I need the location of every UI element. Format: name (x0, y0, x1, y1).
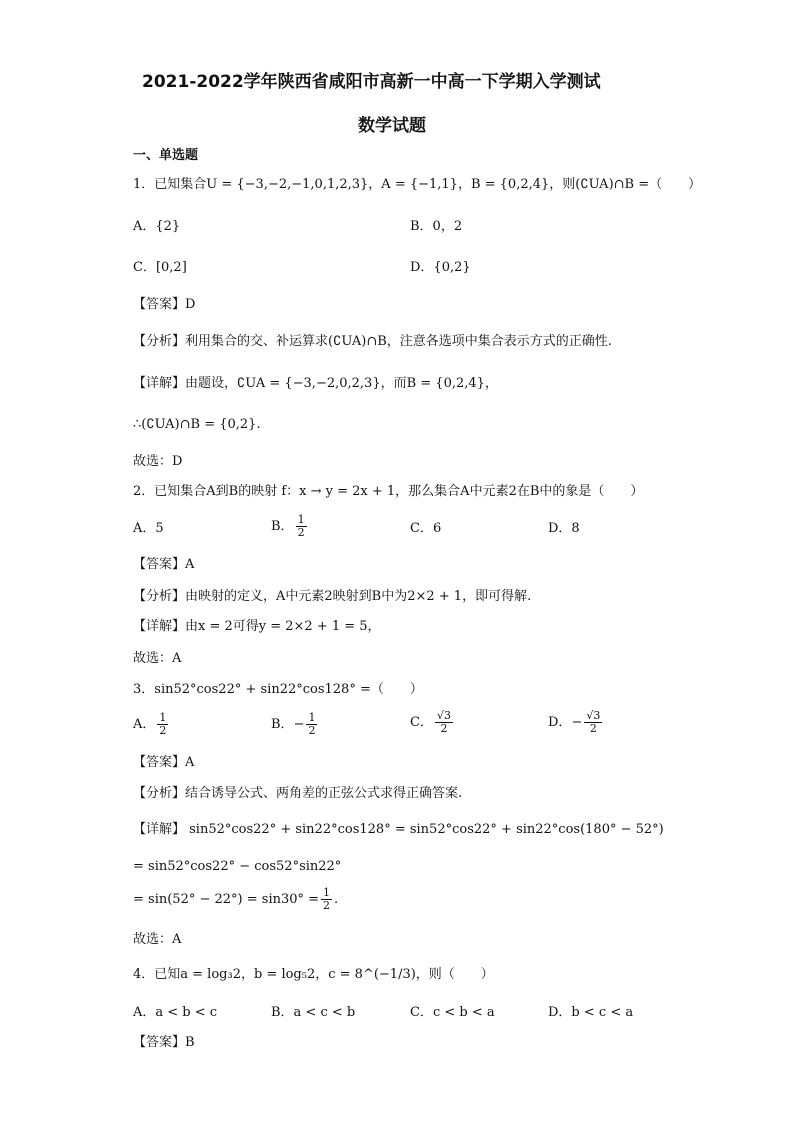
fraction-numerator: 1 (308, 711, 316, 724)
fraction-denominator: 2 (308, 724, 316, 738)
option-label: A． (133, 717, 156, 733)
question-3-analysis: 【分析】结合诱导公式、两角差的正弦公式求得正确答案. (133, 786, 463, 801)
question-4-option-d: D．b < c < a (548, 1005, 634, 1020)
option-sign: − (571, 715, 583, 731)
document-title: 2021-2022学年陕西省咸阳市高新一中高一下学期入学测试 (142, 72, 601, 92)
question-2-option-d: D．8 (548, 521, 580, 536)
fraction-numerator: √3 (586, 709, 601, 722)
question-4-option-a: A．a < b < c (133, 1005, 218, 1020)
question-1-analysis: 【分析】利用集合的交、补运算求(∁UA)∩B，注意各选项中集合表示方式的正确性. (133, 334, 612, 349)
question-1-detail: 【详解】由题设，∁UA = {−3,−2,0,2,3}，而B = {0,2,4}， (133, 376, 498, 391)
option-sign: − (293, 717, 305, 733)
question-2-choice: 故选：A (133, 651, 182, 666)
question-2-option-a: A．5 (133, 521, 164, 536)
question-1-answer: 【答案】D (133, 297, 196, 312)
question-2-analysis: 【分析】由映射的定义，A中元素2映射到B中为2×2 + 1，即可得解. (133, 589, 532, 604)
question-3-option-d (548, 710, 604, 735)
fraction-denominator: 2 (159, 724, 167, 738)
question-4-answer: 【答案】B (133, 1035, 195, 1050)
question-3-stem: 3．sin52°cos22° + sin22°cos128° =（ ） (133, 682, 423, 697)
question-2-option-b (271, 514, 309, 539)
section-heading: 一、单选题 (133, 148, 199, 163)
option-fraction (306, 712, 317, 737)
detail-fraction (321, 887, 332, 912)
option-fraction (584, 710, 602, 735)
question-2-option-b-label: B． (271, 519, 294, 535)
option-label: C． (410, 715, 433, 731)
detail-period: . (334, 892, 339, 908)
question-4-option-c: C．c < b < a (410, 1005, 495, 1020)
question-3-choice: 故选：A (133, 932, 182, 947)
question-4-stem: 4．已知a = log₃2，b = log₅2，c = 8^(−1/3)，则（ ） (133, 967, 494, 982)
question-1-stem: 1．已知集合U = {−3,−2,−1,0,1,2,3}，A = {−1,1}，B = {0,2,4}，则(∁UA)∩B =（ ） (133, 177, 702, 192)
question-1-option-b: B．0，2 (410, 219, 463, 234)
fraction-denominator: 2 (440, 722, 448, 736)
fraction-denominator: 2 (297, 526, 305, 540)
question-2-detail: 【详解】由x = 2可得y = 2×2 + 1 = 5， (133, 619, 381, 634)
document-subtitle: 数学试题 (358, 116, 426, 136)
question-1-option-d: D．{0,2} (410, 260, 471, 275)
question-2-option-b-fraction (296, 514, 307, 539)
question-4-option-b: B．a < c < b (271, 1005, 356, 1020)
fraction-numerator: 1 (297, 513, 305, 526)
question-1-choice: 故选：D (133, 454, 183, 469)
question-3-option-c (410, 710, 455, 735)
fraction-numerator: 1 (323, 886, 331, 899)
question-3-option-b (271, 712, 319, 737)
fraction-numerator: √3 (436, 709, 451, 722)
question-1-option-a: A．{2} (133, 219, 181, 234)
option-fraction (435, 710, 453, 735)
question-3-answer: 【答案】A (133, 755, 195, 770)
option-label: D． (548, 715, 572, 731)
fraction-numerator: 1 (159, 711, 167, 724)
question-1-detail-cont: ∴(∁UA)∩B = {0,2}. (133, 417, 261, 432)
question-3-detail: 【详解】 sin52°cos22° + sin22°cos128° = sin52°cos22° + sin22°cos(180° − 52°) (133, 822, 664, 837)
question-3-detail-line-3 (133, 887, 338, 912)
question-3-detail-line-2: = sin52°cos22° − cos52°sin22° (133, 859, 342, 874)
option-fraction (157, 712, 168, 737)
fraction-denominator: 2 (323, 899, 331, 913)
fraction-denominator: 2 (589, 722, 597, 736)
question-2-answer: 【答案】A (133, 557, 195, 572)
detail-expression: = sin(52° − 22°) = sin30° = (133, 892, 320, 908)
question-3-option-a (133, 712, 170, 737)
question-2-stem: 2．已知集合A到B的映射 f：x → y = 2x + 1，那么集合A中元素2在B中的象是（ ） (133, 484, 644, 499)
option-label: B． (271, 717, 294, 733)
question-1-option-c: C．[0,2] (133, 260, 187, 275)
question-2-option-c: C．6 (410, 521, 442, 536)
